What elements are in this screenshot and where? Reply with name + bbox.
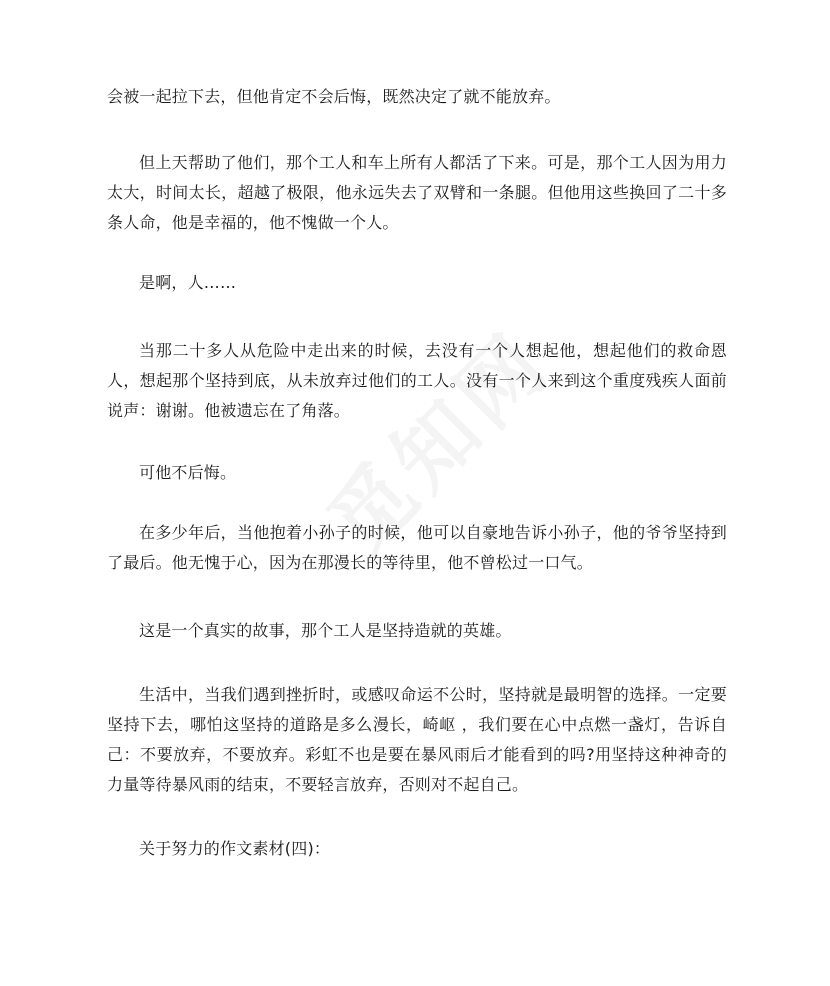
paragraph-2: 但上天帮助了他们，那个工人和车上所有人都活了下来。可是，那个工人因为用力太大，时间太长，超越了极限，他永远失去了双臂和一条腿。但他用这些换回了二十多条人命，他是幸福的，他不愧做一个人。: [107, 153, 727, 232]
paragraph-1: 会被一起拉下去，但他肯定不会后悔，既然决定了就不能放弃。: [107, 87, 561, 106]
paragraph-7: 这是一个真实的故事，那个工人是坚持造就的英雄。: [139, 621, 512, 640]
paragraph-5: 可他不后悔。: [139, 463, 237, 482]
paragraph-3: 是啊，人……: [139, 273, 237, 292]
paragraph-9: 关于努力的作文素材(四)：: [139, 839, 331, 858]
paragraph-6: 在多少年后，当他抱着小孙子的时候，他可以自豪地告诉小孙子，他的爷爷坚持到了最后。他无愧于心，因为在那漫长的等待里，他不曾松过一口气。: [107, 523, 727, 572]
paragraph-4: 当那二十多人从危险中走出来的时候，去没有一个人想起他，想起他们的救命恩人，想起那个坚持到底，从未放弃过他们的工人。没有一个人来到这个重度残疾人面前说声：谢谢。他被遗忘在了角落。: [107, 341, 727, 420]
paragraph-8: 生活中，当我们遇到挫折时，或感叹命运不公时，坚持就是最明智的选择。一定要坚持下去，哪怕这坚持的道路是多么漫长，崎岖 ，我们要在心中点燃一盏灯，告诉自己：不要放弃，不要放弃。彩虹不也是要在暴风雨后才能看到的吗?用坚持这种神奇的力量等待暴风雨的结束，不要轻言放弃，否则对不起自己。: [107, 685, 727, 794]
